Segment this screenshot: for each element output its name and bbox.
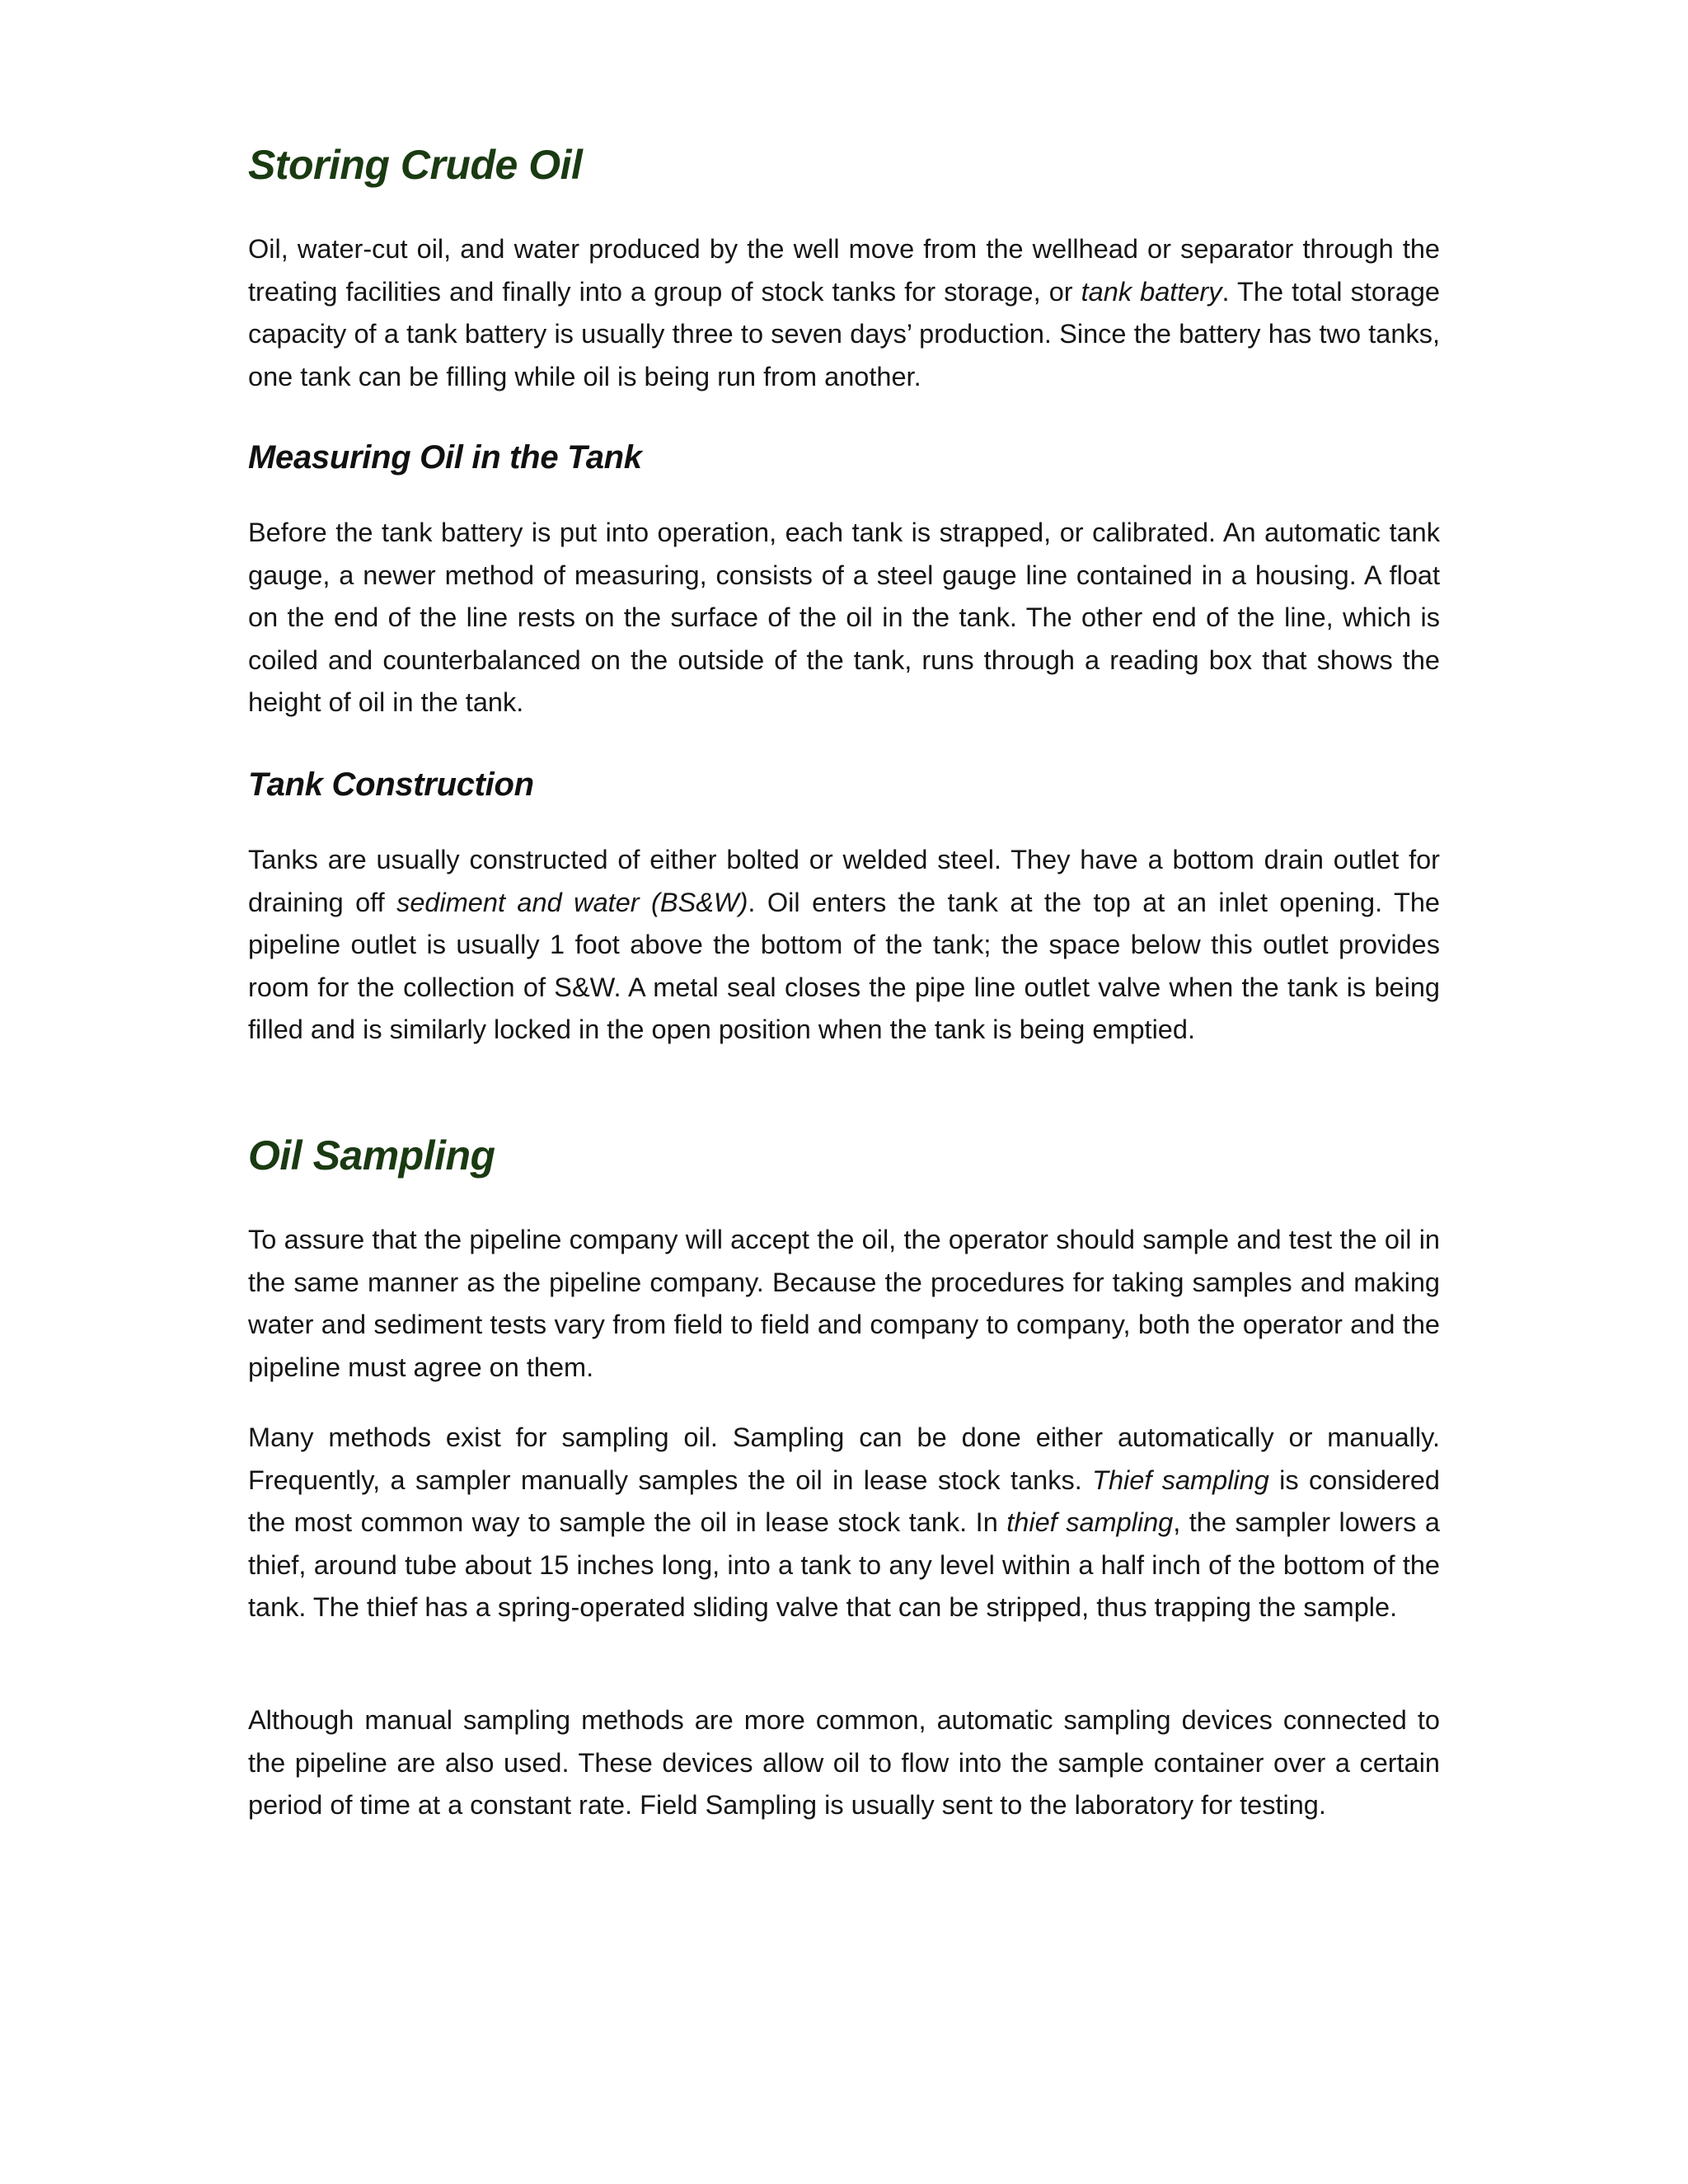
term-tank-battery: tank battery — [1081, 276, 1222, 307]
paragraph-sampling-2-part-1: Many methods exist for sampling oil. Sampling can be done either automatically or manually. Frequently, a sampler manually samples the oil in lease stock tanks. — [248, 1422, 1440, 1495]
paragraph-measuring: Before the tank battery is put into operation, each tank is strapped, or calibrated. An automatic tank gauge, a newer method of measuring, consists of a steel gauge line contained in a housing. A float on the end of the line rests on the surface of the oil in the tank. The other end of the line, which is coiled and counterbalanced on the outside of the tank, runs through a reading box that shows the height of oil in the tank. — [248, 518, 1440, 718]
paragraph-sampling-2-part-3: , the sampler lowers a thief, around tube about 15 inches long, into a tank to any level within a half inch of the bottom of the tank. The thief has a spring-operated sliding valve that can be stripped, thus trapping the sample. — [248, 1507, 1440, 1623]
paragraph-storing-part-2: . The total storage capacity of a tank battery is usually three to seven days’ production. Since the battery has two tanks, one tank can be filling while oil is being run from another. — [248, 276, 1440, 391]
paragraph-sampling-2 — [248, 1417, 1440, 1629]
heading-tank-construction: Tank Construction — [248, 766, 534, 803]
paragraph-sampling-3: Although manual sampling methods are more common, automatic sampling devices connected to the pipeline are also used. These devices allow oil to flow into the sample container over a certain period of time at a constant rate. Field Sampling is usually sent to the laboratory for testing. — [248, 1705, 1440, 1821]
heading-measuring-oil: Measuring Oil in the Tank — [248, 439, 642, 476]
paragraph-construction — [248, 839, 1440, 1052]
paragraph-storing — [248, 228, 1440, 398]
paragraph-sampling-1: To assure that the pipeline company will accept the oil, the operator should sample and test the oil in the same manner as the pipeline company. Because the procedures for taking samples and making water and sediment tests vary from field to field and company to company, both the operator and the pipeline must agree on them. — [248, 1225, 1440, 1382]
heading-storing-crude-oil: Storing Crude Oil — [248, 142, 583, 188]
paragraph-sampling-2-part-2: is considered the most common way to sample the oil in lease stock tank. In — [248, 1465, 1440, 1538]
term-sediment-and-water: sediment and water (BS&W) — [396, 887, 748, 917]
term-thief-sampling: Thief sampling — [1092, 1465, 1269, 1495]
heading-oil-sampling: Oil Sampling — [248, 1132, 495, 1179]
term-thief-sampling-2: thief sampling — [1006, 1507, 1174, 1538]
paragraph-construction-part-2: . Oil enters the tank at the top at an inlet opening. The pipeline outlet is usually 1 foot above the bottom of the tank; the space below this outlet provides room for the collection of S&W. A metal seal closes the pipe line outlet valve when the tank is being filled and is similarly locked in the open position when the tank is being emptied. — [248, 887, 1441, 1045]
paragraph-construction-part-1: Tanks are usually constructed of either bolted or welded steel. They have a bottom drain outlet for draining off — [248, 845, 1440, 917]
paragraph-storing-part-1: Oil, water-cut oil, and water produced by the well move from the wellhead or separator through the treating facilities and finally into a group of stock tanks for storage, or — [248, 234, 1440, 307]
